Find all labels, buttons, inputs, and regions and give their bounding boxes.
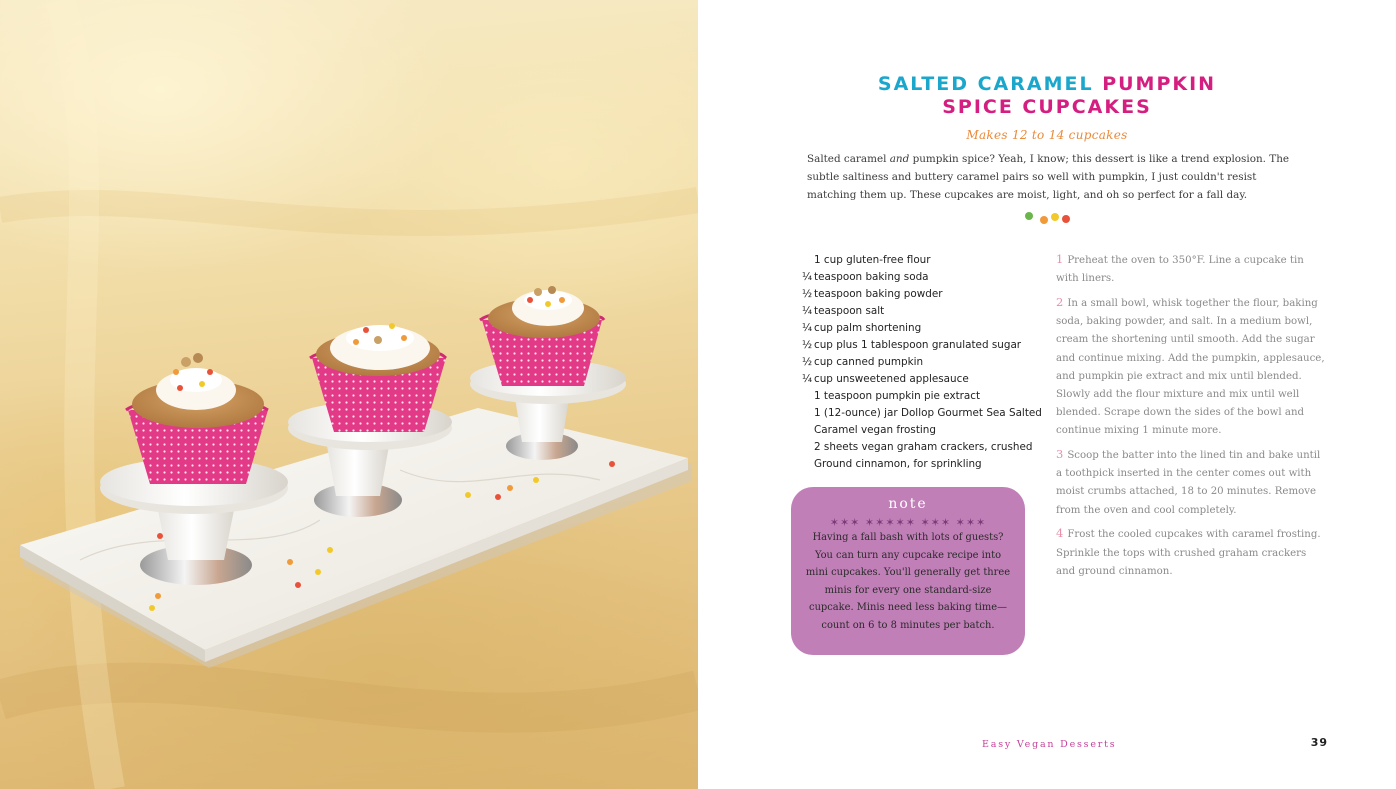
- divider-dot: [1051, 213, 1059, 221]
- cupcake: [480, 286, 604, 386]
- dot-divider: [1022, 210, 1074, 226]
- note-heading: note: [888, 496, 928, 512]
- ingredient-text: teaspoon baking powder: [814, 288, 943, 300]
- ingredient-text: cup canned pumpkin: [814, 356, 924, 368]
- ingredient-text: cup plus 1 tablespoon granulated sugar: [814, 339, 1022, 351]
- ingredient-item: [802, 388, 1042, 405]
- ingredient-text: cup unsweetened applesauce: [814, 373, 969, 385]
- ingredient-text: teaspoon salt: [814, 305, 885, 317]
- page-number: 39: [1310, 736, 1328, 749]
- ingredient-item: [802, 439, 1042, 456]
- cupcake: [126, 353, 268, 484]
- ingredient-text: teaspoon baking soda: [814, 271, 929, 283]
- ingredient-item: [802, 337, 1042, 354]
- note-box: [791, 487, 1025, 655]
- method-step: [1056, 293, 1326, 441]
- ingredient-quantity: ¼: [802, 271, 813, 283]
- step-number: 4: [1056, 526, 1064, 541]
- method-step: [1056, 250, 1326, 288]
- method-step: [1056, 524, 1326, 581]
- ingredient-item: [802, 371, 1042, 388]
- ingredient-text: 1 cup gluten-free flour: [814, 254, 931, 266]
- ingredient-quantity: ¼: [802, 305, 813, 317]
- title-pumpkin: PUMPKIN: [1102, 73, 1217, 95]
- note-text: Having a fall bash with lots of guests? You can turn any cupcake recipe into mini cupcakes. You'll generally get three minis for every one standard-size cupcake. Minis need less baking time—count on 6 to 8 minutes per batch.: [805, 532, 1011, 631]
- footer-book-title: Easy Vegan Desserts: [982, 739, 1117, 750]
- intro-emphasis: and: [889, 153, 910, 165]
- ingredient-item: [802, 456, 1042, 473]
- ingredient-quantity: ½: [802, 356, 813, 368]
- divider-dot: [1025, 212, 1033, 220]
- ingredient-text: 1 teaspoon pumpkin pie extract: [814, 390, 981, 402]
- ingredient-item: [802, 405, 1042, 439]
- ingredient-quantity: ½: [802, 339, 813, 351]
- ingredient-item: [802, 303, 1042, 320]
- intro-text-1: Salted caramel: [807, 153, 890, 165]
- recipe-title-line-2: SPICE CUPCAKES: [942, 96, 1152, 118]
- ingredient-text: 2 sheets vegan graham crackers, crushed: [814, 441, 1033, 453]
- step-text: Preheat the oven to 350°F. Line a cupcake tin with liners.: [1056, 255, 1304, 285]
- ingredient-text: 1 (12-ounce) jar Dollop Gourmet Sea Salted Caramel vegan frosting: [814, 407, 1042, 436]
- recipe-title-line-1: [698, 72, 1396, 96]
- ingredient-item: [802, 320, 1042, 337]
- ingredient-quantity: ¼: [802, 322, 813, 334]
- recipe-yield: Makes 12 to 14 cupcakes: [966, 128, 1128, 142]
- step-text: Frost the cooled cupcakes with caramel frosting. Sprinkle the tops with crushed graham crackers and ground cinnamon.: [1056, 529, 1321, 577]
- intro-text-2: pumpkin spice? Yeah, I know; this dessert is like a trend explosion. The subtle saltiness and buttery caramel pairs so well with pumpkin, I just couldn't resist matching them up. These cupcakes are moist, light, and oh so perfect for a fall day.: [807, 153, 1290, 201]
- divider-dot: [1040, 216, 1048, 224]
- ingredient-text: Ground cinnamon, for sprinkling: [814, 458, 982, 470]
- note-star-divider: ✶✶✶ ✶✶✶✶✶ ✶✶✶ ✶✶✶: [829, 516, 987, 529]
- method-steps: [1056, 250, 1326, 585]
- step-number: 1: [1056, 252, 1064, 266]
- step-text: In a small bowl, whisk together the flour, baking soda, baking powder, and salt. In a medium bowl, cream the shortening until smooth. Add the sugar and continue mixing. Add the pumpkin, applesauce, and pumpkin pie extract and mix until blended. Slowly add the flour mixture and mix until well blended. Scrape down the sides of the bowl and continue mixing 1 minute more.: [1056, 297, 1325, 437]
- ingredient-text: cup palm shortening: [814, 322, 922, 334]
- ingredient-item: [802, 354, 1042, 371]
- ingredient-quantity: ½: [802, 288, 813, 300]
- ingredient-item: [802, 252, 1042, 269]
- step-text: Scoop the batter into the lined tin and bake until a toothpick inserted in the center comes out with moist crumbs attached, 18 to 20 minutes. Remove from the oven and cool completely.: [1056, 450, 1321, 516]
- title-salted-caramel: SALTED CARAMEL: [877, 73, 1094, 95]
- cupcake: [310, 323, 446, 432]
- step-number: 2: [1056, 294, 1064, 309]
- ingredient-list: [802, 252, 1042, 473]
- ingredient-quantity: ¼: [802, 373, 813, 385]
- recipe-page: [698, 0, 1396, 789]
- method-step: [1056, 445, 1326, 520]
- divider-dot: [1062, 215, 1070, 223]
- step-number: 3: [1056, 447, 1064, 462]
- recipe-intro: [807, 150, 1307, 204]
- ingredient-item: [802, 286, 1042, 303]
- ingredient-item: [802, 269, 1042, 286]
